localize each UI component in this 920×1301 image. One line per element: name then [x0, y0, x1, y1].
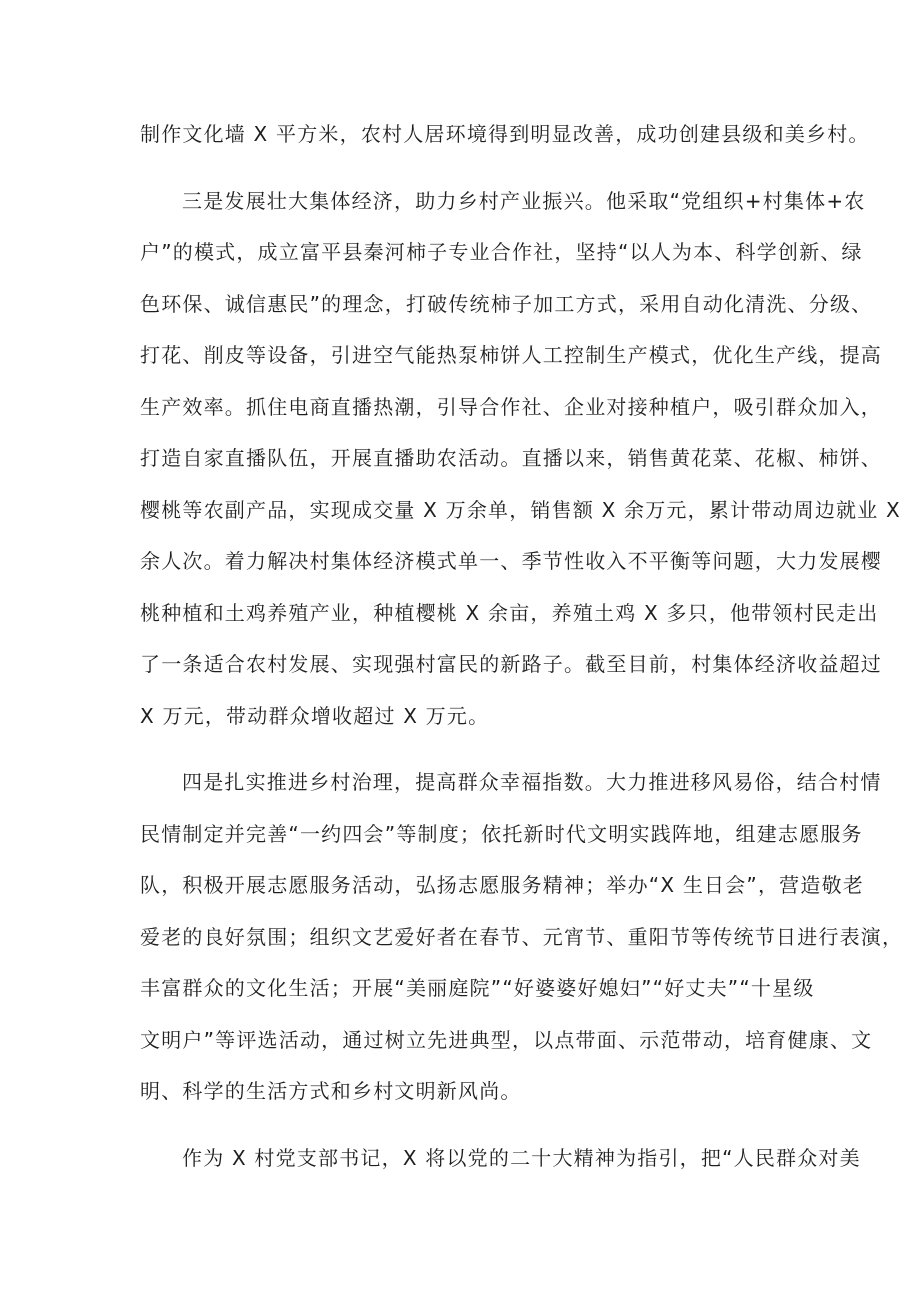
- text-line: 明、科学的生活方式和乡村文明新风尚。: [140, 1079, 522, 1103]
- text-line: 打花、削皮等设备，引进空气能热泵柿饼人工控制生产模式，优化生产线，提高: [140, 343, 882, 367]
- text-line: 余人次。着力解决村集体经济模式单一、季节性收入不平衡等问题，大力发展樱: [140, 549, 882, 573]
- text-line: 打造自家直播队伍，开展直播助农活动。直播以来，销售黄花菜、花椒、柿饼、: [140, 446, 882, 470]
- text-line: 制作文化墙 X 平方米，农村人居环境得到明显改善，成功创建县级和美乡村。: [140, 122, 870, 146]
- text-line: 桃种植和土鸡养殖产业，种植樱桃 X 余亩，养殖土鸡 X 多只，他带领村民走出: [140, 601, 879, 625]
- text-line: 爱老的良好氛围；组织文艺爱好者在春节、元宵节、重阳节等传统节日进行表演，: [140, 925, 904, 949]
- text-line: 生产效率。抓住电商直播热潮，引导合作社、企业对接种植户，吸引群众加入，: [140, 395, 882, 419]
- text-line: 作为 X 村党支部书记，X 将以党的二十大精神为指引，把“人民群众对美: [182, 1146, 861, 1170]
- text-line: 户”的模式，成立富平县秦河柿子专业合作社，坚持“以人为本、科学创新、绿: [140, 240, 863, 264]
- text-line: 樱桃等农副产品，实现成交量 X 万余单，销售额 X 余万元，累计带动周边就业 X: [140, 498, 901, 522]
- text-line: 民情制定并完善“一约四会”等制度；依托新时代文明实践阵地，组建志愿服务: [140, 822, 863, 846]
- text-line: 四是扎实推进乡村治理，提高群众幸福指数。大力推进移风易俗，结合村情: [182, 770, 882, 794]
- text-line: 队，积极开展志愿服务活动，弘扬志愿服务精神；举办“X 生日会”，营造敬老: [140, 873, 864, 897]
- text-line: 了一条适合农村发展、实现强村富民的新路子。截至目前，村集体经济收益超过: [140, 652, 882, 676]
- text-line: 三是发展壮大集体经济，助力乡村产业振兴。他采取“党组织+村集体+农: [182, 189, 866, 213]
- text-line: 色环保、诚信惠民”的理念，打破传统柿子加工方式，采用自动化清洗、分级、: [140, 292, 873, 316]
- text-line: 文明户”等评选活动，通过树立先进典型，以点带面、示范带动，培育健康、文: [140, 1028, 873, 1052]
- text-line: 丰富群众的文化生活；开展“美丽庭院”“好婆婆好媳妇”“好丈夫”“十星级: [140, 976, 815, 1000]
- text-line: X 万元，带动群众增收超过 X 万元。: [140, 704, 490, 728]
